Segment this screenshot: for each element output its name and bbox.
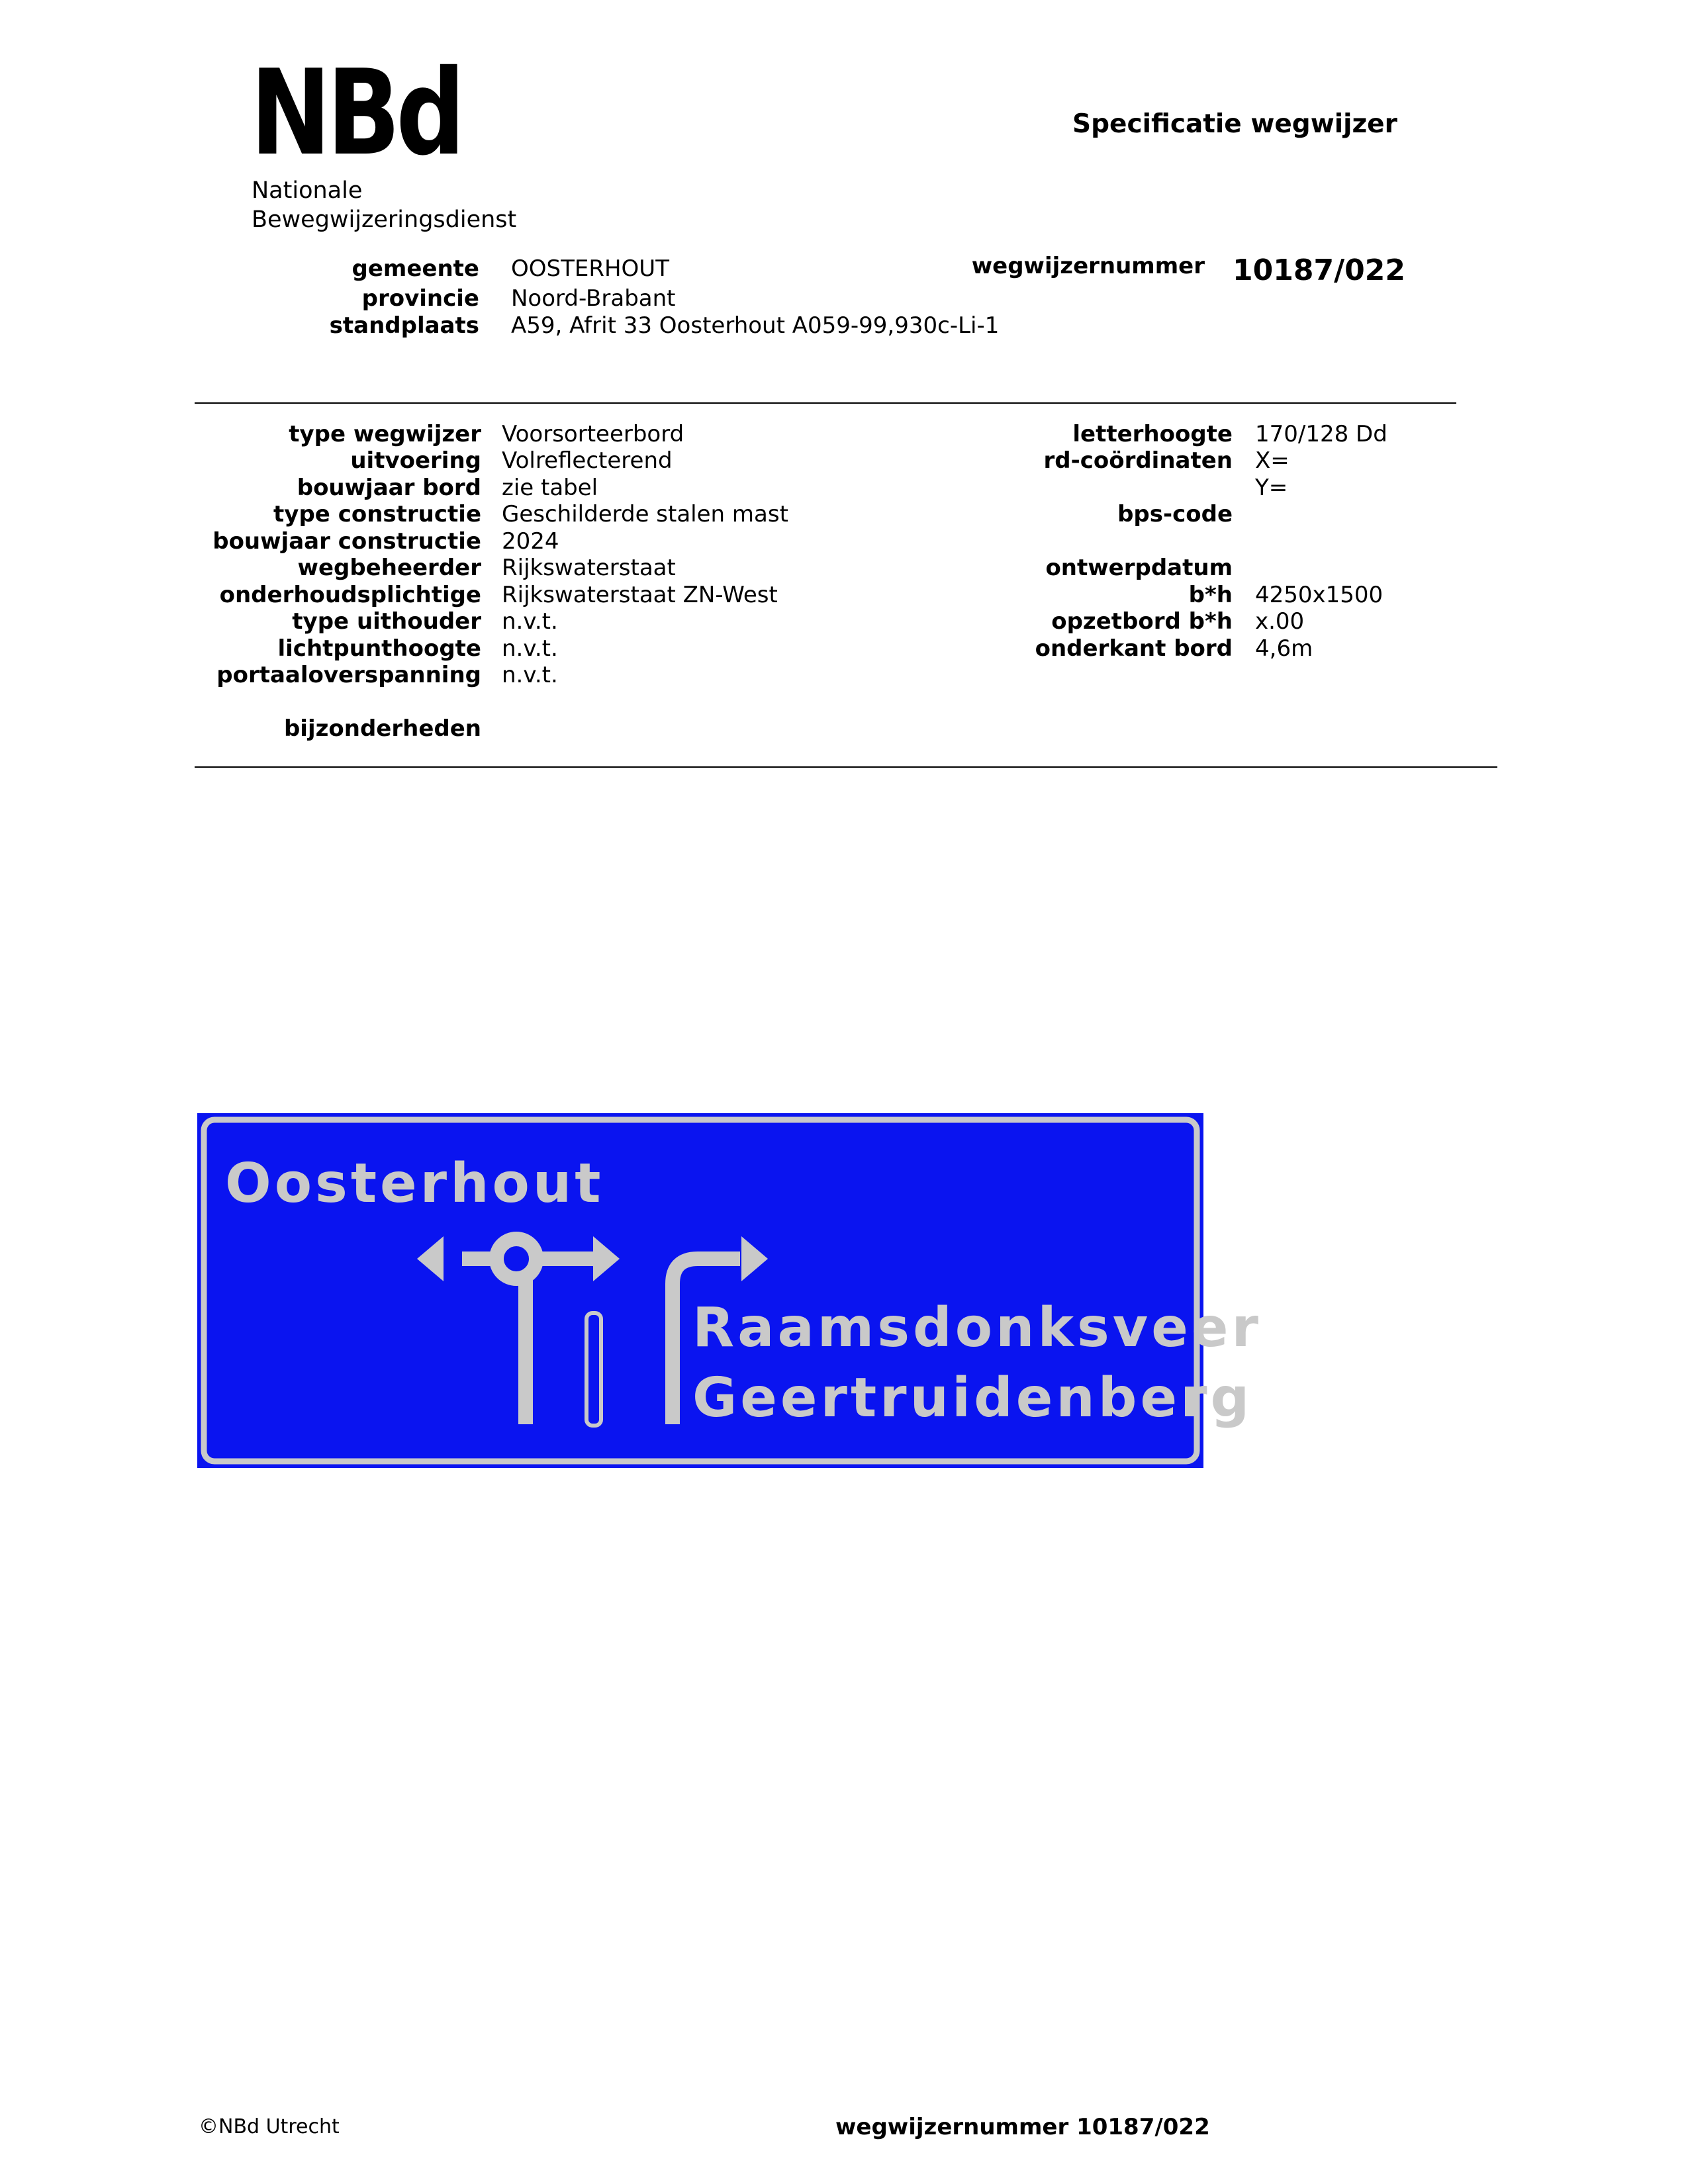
standplaats-value: A59, Afrit 33 Oosterhout A059-99,930c-Li-1 <box>511 312 1000 339</box>
spec-label: uitvoering <box>350 447 481 474</box>
ontwerpdatum-label: ontwerpdatum <box>1045 555 1233 581</box>
spec-value: Geschilderde stalen mast <box>502 501 788 527</box>
letterhoogte-label: letterhoogte <box>1072 421 1233 447</box>
spec-value: 2024 <box>502 528 559 555</box>
road-sign <box>197 1113 1262 1468</box>
rd-label: rd-coördinaten <box>1043 447 1233 474</box>
opzetbord-label: opzetbord b*h <box>1051 608 1233 635</box>
rd-x-value: X= <box>1255 447 1289 474</box>
spec-label: bouwjaar constructie <box>212 528 481 555</box>
bps-label: bps-code <box>1117 501 1233 527</box>
gemeente-value: OOSTERHOUT <box>511 255 669 282</box>
logo-line-2: Bewegwijzeringsdienst <box>252 206 517 233</box>
spec-label: bouwjaar bord <box>297 475 481 501</box>
sign-destination-1: Raamsdonksveer <box>692 1297 1262 1359</box>
rd-y-value: Y= <box>1255 475 1288 501</box>
opzetbord-value: x.00 <box>1255 608 1305 635</box>
spec-value: n.v.t. <box>502 662 558 688</box>
spec-label: type uithouder <box>292 608 481 635</box>
spec-label: onderhoudsplichtige <box>219 582 481 608</box>
sign-destination-2: Geertruidenberg <box>692 1367 1253 1430</box>
divider-bottom <box>195 766 1497 768</box>
provincie-value: Noord-Brabant <box>511 285 676 312</box>
spec-label: wegbeheerder <box>297 555 481 581</box>
bijzonderheden-label: bijzonderheden <box>283 715 481 742</box>
onderkant-value: 4,6m <box>1255 635 1313 662</box>
spec-value: Rijkswaterstaat ZN-West <box>502 582 778 608</box>
spec-value: Volreflecterend <box>502 447 673 474</box>
spec-label: lichtpunthoogte <box>277 635 481 662</box>
wegwijzernummer-label: wegwijzernummer <box>971 253 1205 279</box>
spec-value: zie tabel <box>502 475 598 501</box>
onderkant-label: onderkant bord <box>1035 635 1233 662</box>
footer-copyright: ©NBd Utrecht <box>199 2115 340 2138</box>
spec-label: type wegwijzer <box>289 421 481 447</box>
spec-label: portaaloverspanning <box>216 662 481 688</box>
spec-value: n.v.t. <box>502 608 558 635</box>
spec-value: Voorsorteerbord <box>502 421 684 447</box>
gemeente-label: gemeente <box>352 255 479 282</box>
bh-label: b*h <box>1188 582 1233 608</box>
road-sign-graphic <box>197 1113 1262 1468</box>
bh-value: 4250x1500 <box>1255 582 1383 608</box>
spec-value: Rijkswaterstaat <box>502 555 676 581</box>
spec-label: type constructie <box>273 501 481 527</box>
divider-top <box>195 402 1456 404</box>
spec-value: n.v.t. <box>502 635 558 662</box>
provincie-label: provincie <box>361 285 479 312</box>
nbd-logo: NBd <box>250 44 461 181</box>
standplaats-label: standplaats <box>329 312 479 339</box>
document-title: Specificatie wegwijzer <box>1072 109 1397 139</box>
letterhoogte-value: 170/128 Dd <box>1255 421 1387 447</box>
wegwijzernummer-value: 10187/022 <box>1233 253 1405 287</box>
sign-destination-top: Oosterhout <box>225 1152 604 1215</box>
logo-line-1: Nationale <box>252 177 363 204</box>
footer-wegwijzernummer: wegwijzernummer 10187/022 <box>835 2114 1210 2140</box>
